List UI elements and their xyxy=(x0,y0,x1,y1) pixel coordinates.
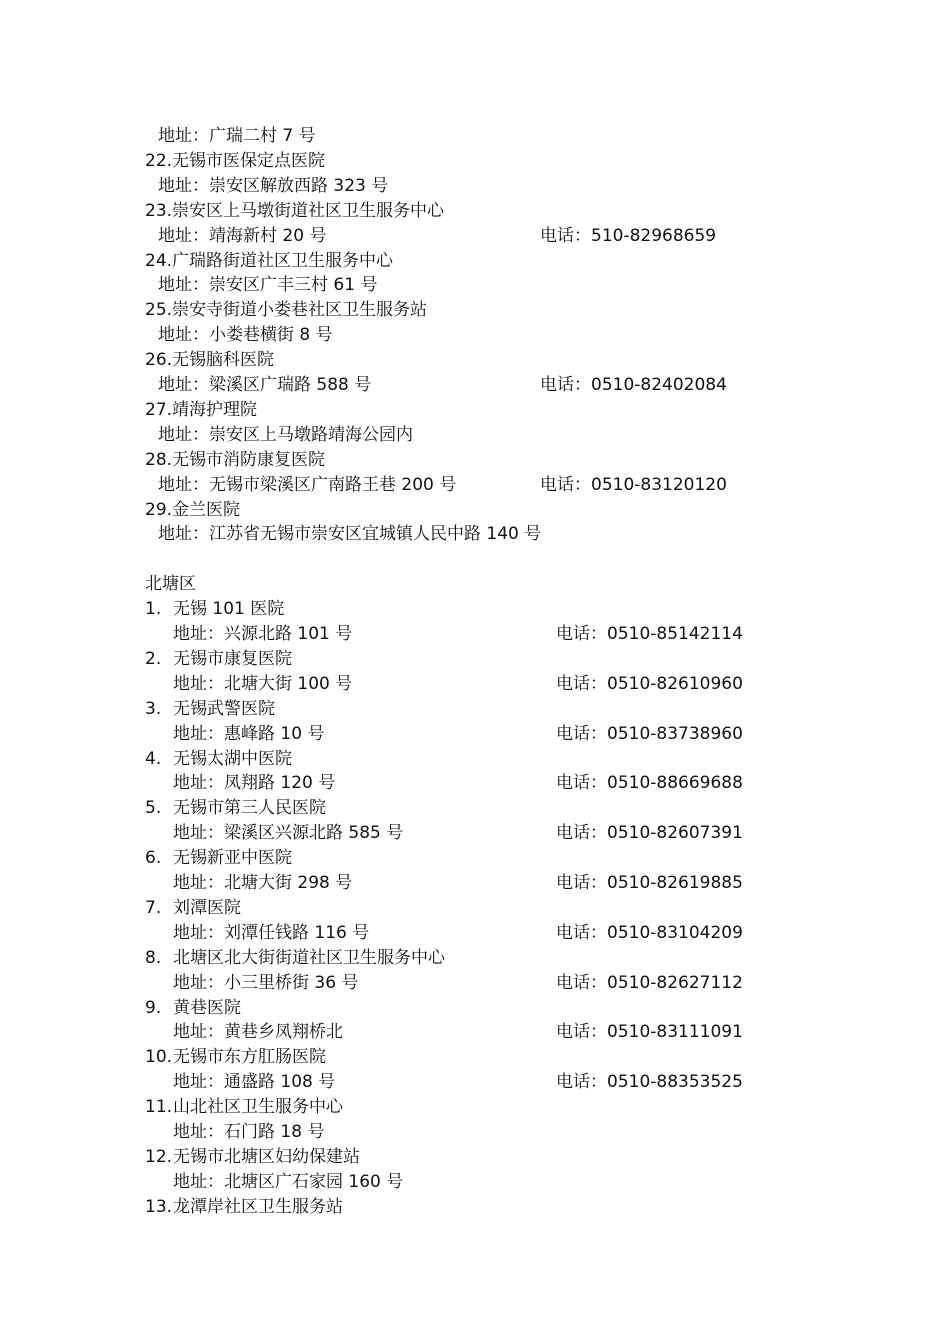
address-line: 地址：靖海新村 20 号 xyxy=(158,225,327,246)
entry-title: 无锡太湖中医院 xyxy=(173,748,292,769)
list-item xyxy=(145,697,275,722)
entry-title: 26.无锡脑科医院 xyxy=(145,350,275,371)
list-number: 9. xyxy=(145,997,162,1018)
list-item xyxy=(145,747,292,772)
phone-line: 电话：0510-82607391 xyxy=(556,823,743,844)
entry-title: 无锡市第三人民医院 xyxy=(173,798,326,819)
entry-title: 无锡市北塘区妇幼保建站 xyxy=(173,1146,360,1167)
list-item xyxy=(145,846,292,871)
phone-line: 电话：510-82968659 xyxy=(540,225,717,246)
entry-title: 无锡市东方肛肠医院 xyxy=(173,1047,326,1068)
address-line: 地址：黄巷乡凤翔桥北 xyxy=(173,1022,343,1043)
entry-title: 24.广瑞路街道社区卫生服务中心 xyxy=(145,250,394,271)
phone-line: 电话：0510-88669688 xyxy=(556,773,743,794)
list-number: 1. xyxy=(145,599,162,620)
address-line: 地址：广瑞二村 7 号 xyxy=(158,126,316,146)
address-line: 地址：江苏省无锡市崇安区宜城镇人民中路 140 号 xyxy=(158,524,542,545)
address-line: 地址：无锡市梁溪区广南路王巷 200 号 xyxy=(158,474,457,495)
list-item xyxy=(145,1095,343,1120)
address-line: 地址：崇安区广丰三村 61 号 xyxy=(158,275,378,296)
entry-title: 23.崇安区上马墩街道社区卫生服务中心 xyxy=(145,200,445,221)
phone-line: 电话：0510-82619885 xyxy=(556,873,743,893)
list-number: 7. xyxy=(145,897,162,918)
phone-line: 电话：0510-83111091 xyxy=(556,1022,743,1043)
phone-line: 电话：0510-83104209 xyxy=(556,922,743,943)
list-item xyxy=(145,1145,360,1170)
phone-line: 电话：0510-82610960 xyxy=(556,673,743,694)
phone-line: 电话：0510-85142114 xyxy=(556,624,743,644)
list-item xyxy=(145,946,445,971)
entry-title: 29.金兰医院 xyxy=(145,499,241,520)
address-line: 地址：惠峰路 10 号 xyxy=(173,723,325,744)
list-item xyxy=(145,1045,326,1070)
entry-title: 无锡武警医院 xyxy=(173,698,275,719)
list-item xyxy=(145,647,292,672)
address-line: 地址：崇安区上马墩路靖海公园内 xyxy=(158,424,413,445)
section-heading: 北塘区 xyxy=(145,574,196,595)
address-line: 地址：北塘区广石家园 160 号 xyxy=(173,1171,404,1192)
address-line: 地址：刘潭任钱路 116 号 xyxy=(173,922,370,943)
phone-line: 电话：0510-82627112 xyxy=(556,972,743,993)
list-number: 5. xyxy=(145,798,162,819)
entry-title: 龙潭岸社区卫生服务站 xyxy=(173,1196,343,1217)
entry-title: 黄巷医院 xyxy=(173,997,241,1018)
address-line: 地址：北塘大街 298 号 xyxy=(173,873,353,893)
list-number: 4. xyxy=(145,748,162,769)
list-number: 3. xyxy=(145,698,162,719)
list-number: 6. xyxy=(145,848,162,869)
list-number: 12. xyxy=(145,1146,173,1167)
address-line: 地址：兴源北路 101 号 xyxy=(173,624,353,644)
address-line: 地址：梁溪区兴源北路 585 号 xyxy=(173,823,404,844)
phone-line: 电话：0510-83120120 xyxy=(540,474,727,495)
address-line: 地址：崇安区解放西路 323 号 xyxy=(158,175,389,196)
entry-title: 25.崇安寺街道小娄巷社区卫生服务站 xyxy=(145,300,428,321)
list-item xyxy=(145,996,241,1021)
address-line: 地址：小三里桥街 36 号 xyxy=(173,972,359,993)
list-item xyxy=(145,1195,343,1220)
entry-title: 北塘区北大街街道社区卫生服务中心 xyxy=(173,947,445,968)
phone-line: 电话：0510-88353525 xyxy=(556,1072,743,1093)
list-item xyxy=(145,597,284,622)
list-number: 8. xyxy=(145,947,162,968)
address-line: 地址：石门路 18 号 xyxy=(173,1122,325,1142)
entry-title: 无锡市康复医院 xyxy=(173,648,292,669)
entry-title: 山北社区卫生服务中心 xyxy=(173,1097,343,1118)
entry-title: 刘潭医院 xyxy=(173,897,241,918)
address-line: 地址：小娄巷横街 8 号 xyxy=(158,325,333,346)
address-line: 地址：梁溪区广瑞路 588 号 xyxy=(158,375,372,395)
address-line: 地址：北塘大街 100 号 xyxy=(173,673,353,694)
entry-title: 22.无锡市医保定点医院 xyxy=(145,150,326,171)
list-number: 11. xyxy=(145,1097,173,1118)
entry-title: 无锡新亚中医院 xyxy=(173,848,292,869)
entry-title: 无锡 101 医院 xyxy=(173,599,285,620)
address-line: 地址：通盛路 108 号 xyxy=(173,1072,336,1093)
list-item xyxy=(145,896,241,921)
phone-line: 电话：0510-83738960 xyxy=(556,723,743,744)
address-line: 地址：凤翔路 120 号 xyxy=(173,773,336,794)
list-item xyxy=(145,796,326,821)
list-number: 10. xyxy=(145,1047,173,1068)
entry-title: 28.无锡市消防康复医院 xyxy=(145,449,326,470)
phone-line: 电话：0510-82402084 xyxy=(540,375,727,395)
list-number: 13. xyxy=(145,1196,173,1217)
entry-title: 27.靖海护理院 xyxy=(145,399,258,420)
list-number: 2. xyxy=(145,648,162,669)
